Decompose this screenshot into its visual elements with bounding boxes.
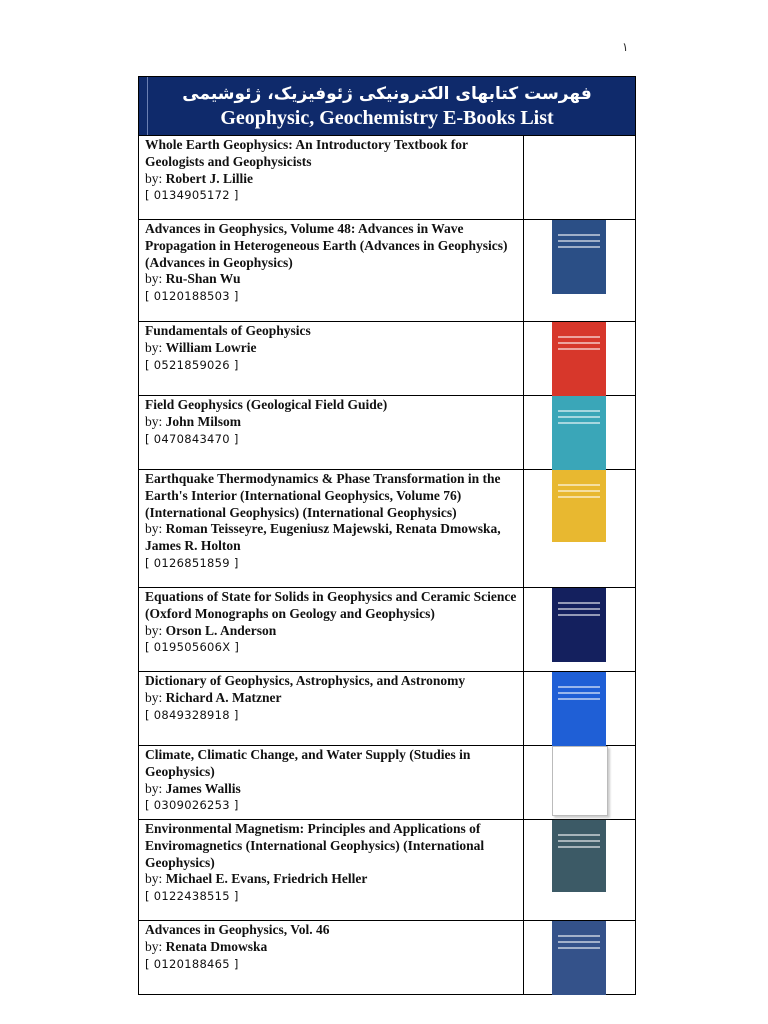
book-title: Fundamentals of Geophysics	[145, 323, 311, 338]
book-author: Robert J. Lillie	[165, 170, 254, 186]
book-author: Roman Teisseyre, Eugeniusz Majewski, Renata Dmowska, James R. Holton	[145, 521, 501, 554]
blank-book-cover	[552, 746, 608, 816]
by-label: by:	[145, 271, 163, 287]
book-cover-cell	[524, 921, 635, 994]
cover-text-line	[558, 840, 600, 842]
book-isbn: [ 0126851859 ]	[145, 555, 239, 570]
book-cover-cell	[524, 820, 635, 920]
by-label: by:	[145, 413, 163, 429]
book-author: William Lowrie	[165, 339, 257, 355]
cover-text-line	[558, 410, 600, 412]
book-info-cell	[139, 220, 524, 321]
cover-text-line	[558, 422, 600, 424]
book-info-cell	[139, 396, 524, 469]
book-cover-cell	[524, 588, 635, 671]
navy-book-cover	[552, 588, 606, 662]
cover-text-line	[558, 614, 600, 616]
book-info-cell	[139, 746, 524, 819]
photo-book-cover	[552, 820, 606, 892]
table-row	[138, 136, 636, 220]
book-author: Michael E. Evans, Friedrich Heller	[165, 871, 368, 887]
book-author: Orson L. Anderson	[165, 622, 277, 638]
by-label: by:	[145, 938, 163, 954]
cover-text-line	[558, 246, 600, 248]
book-cover-cell	[524, 136, 635, 219]
book-cover-cell	[524, 672, 635, 745]
table-header-banner	[138, 76, 636, 136]
book-info-cell	[139, 588, 524, 671]
book-isbn: [ 0309026253 ]	[145, 798, 239, 813]
book-title: Environmental Magnetism: Principles and Applications of Enviromagnetics (International Geophysics) (International Geophysics)	[145, 821, 485, 870]
by-label: by:	[145, 339, 163, 355]
book-title: Advances in Geophysics, Vol. 46	[145, 922, 330, 937]
table-row	[138, 322, 636, 396]
cover-text-line	[558, 686, 600, 688]
book-author: John Milsom	[165, 413, 242, 429]
by-label: by:	[145, 521, 163, 537]
book-info-cell	[139, 136, 524, 219]
by-label: by:	[145, 871, 163, 887]
book-title: Advances in Geophysics, Volume 48: Advances in Wave Propagation in Heterogeneous Earth (Advances in Geophysics) (Advances in Geophysics)	[145, 221, 508, 270]
cover-text-line	[558, 602, 600, 604]
table-row	[138, 921, 636, 995]
cover-text-line	[558, 608, 600, 610]
book-author: Ru-Shan Wu	[165, 271, 241, 287]
ebook-list-table	[138, 76, 636, 995]
table-row	[138, 470, 636, 588]
book-author: James Wallis	[165, 780, 241, 796]
book-cover-cell	[524, 220, 635, 321]
cover-text-line	[558, 342, 600, 344]
book-title: Climate, Climatic Change, and Water Supply (Studies in Geophysics)	[145, 747, 471, 779]
by-label: by:	[145, 622, 163, 638]
cover-text-line	[558, 416, 600, 418]
header-title-persian: فهرست کتابهای الکترونیکی ژئوفیزیک، ژئوشیمی	[182, 84, 592, 104]
blue-book-cover	[552, 220, 606, 294]
table-row	[138, 672, 636, 746]
book-title: Whole Earth Geophysics: An Introductory Textbook for Geologists and Geophysicists	[145, 137, 468, 169]
cover-text-line	[558, 484, 600, 486]
table-row	[138, 820, 636, 921]
book-info-cell	[139, 672, 524, 745]
book-title: Dictionary of Geophysics, Astrophysics, and Astronomy	[145, 673, 466, 688]
book-isbn: [ 0521859026 ]	[145, 357, 239, 372]
cover-text-line	[558, 490, 600, 492]
by-label: by:	[145, 780, 163, 796]
table-row	[138, 396, 636, 470]
red-book-cover	[552, 322, 606, 396]
cover-text-line	[558, 941, 600, 943]
book-isbn: [ 0120188503 ]	[145, 289, 239, 304]
book-info-cell	[139, 322, 524, 395]
book-author: Richard A. Matzner	[165, 689, 282, 705]
cover-text-line	[558, 692, 600, 694]
cover-text-line	[558, 336, 600, 338]
book-isbn: [ 0470843470 ]	[145, 431, 239, 446]
book-info-cell	[139, 470, 524, 587]
cover-text-line	[558, 846, 600, 848]
book-info-cell	[139, 921, 524, 994]
book-isbn: [ 019505606X ]	[145, 640, 240, 655]
book-cover-cell	[524, 746, 635, 819]
cover-text-line	[558, 698, 600, 700]
slate-blue-book-cover	[552, 921, 606, 995]
book-title: Equations of State for Solids in Geophysics and Ceramic Science (Oxford Monographs on Geology and Geophysics)	[145, 589, 517, 621]
book-title: Field Geophysics (Geological Field Guide)	[145, 397, 388, 412]
header-title-english: Geophysic, Geochemistry E-Books List	[220, 107, 554, 129]
table-row	[138, 588, 636, 672]
teal-book-cover	[552, 396, 606, 470]
page-number: ١	[622, 40, 629, 54]
book-isbn: [ 0120188465 ]	[145, 956, 239, 971]
table-row	[138, 220, 636, 322]
book-info-cell	[139, 820, 524, 920]
cover-text-line	[558, 240, 600, 242]
cover-text-line	[558, 234, 600, 236]
book-cover-cell	[524, 396, 635, 469]
book-title: Earthquake Thermodynamics & Phase Transformation in the Earth's Interior (International Geophysics, Volume 76) (International Geophysics) (International Geophysics)	[145, 471, 501, 520]
cover-text-line	[558, 496, 600, 498]
bright-blue-book-cover	[552, 672, 606, 746]
cover-text-line	[558, 947, 600, 949]
book-isbn: [ 0849328918 ]	[145, 707, 239, 722]
table-row	[138, 746, 636, 820]
cover-text-line	[558, 834, 600, 836]
book-isbn: [ 0134905172 ]	[145, 188, 239, 203]
book-cover-cell	[524, 470, 635, 587]
by-label: by:	[145, 689, 163, 705]
book-cover-cell	[524, 322, 635, 395]
cover-text-line	[558, 348, 600, 350]
cover-text-line	[558, 935, 600, 937]
book-isbn: [ 0122438515 ]	[145, 889, 239, 904]
by-label: by:	[145, 170, 163, 186]
yellow-book-cover	[552, 470, 606, 542]
book-author: Renata Dmowska	[165, 938, 268, 954]
book-rows	[138, 136, 636, 995]
